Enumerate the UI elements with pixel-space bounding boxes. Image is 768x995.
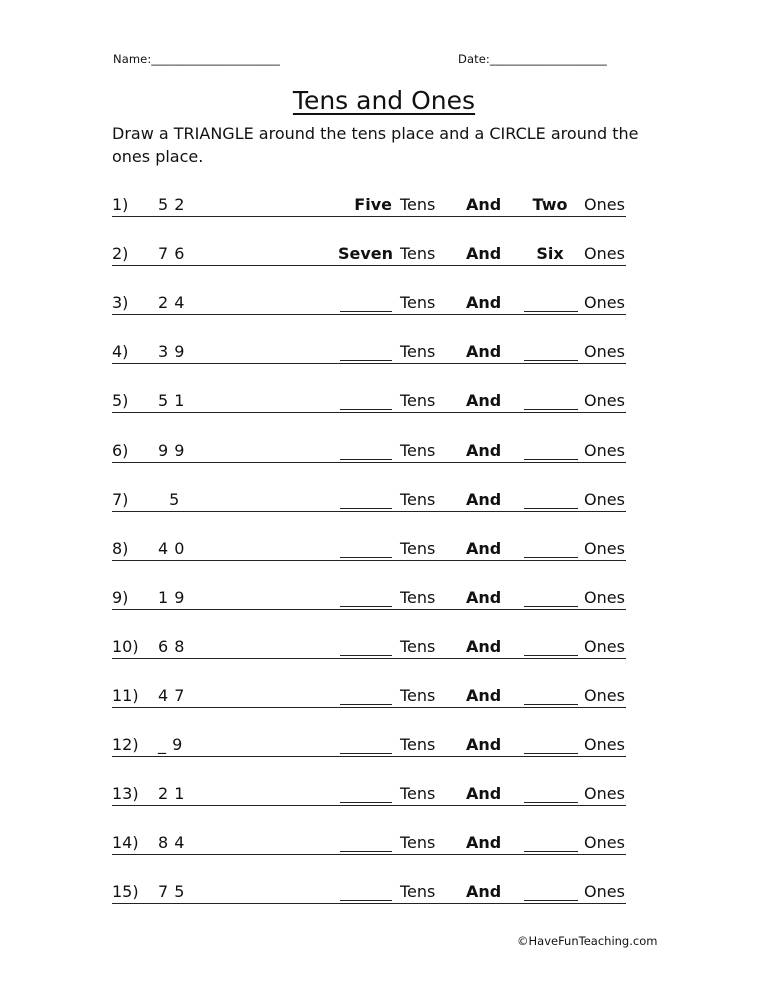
ones-answer-blank[interactable]: [524, 409, 578, 410]
tens-label: Tens: [400, 293, 436, 313]
tens-answer: Five: [354, 195, 392, 214]
problem-number: 6): [112, 440, 129, 460]
row-underline: [112, 805, 626, 806]
tens-answer-blank[interactable]: [340, 655, 392, 656]
row-underline: [112, 363, 626, 364]
ones-answer: Six: [536, 244, 564, 264]
problem-row: [112, 539, 626, 563]
tens-label: Tens: [400, 735, 436, 755]
ones-answer-blank[interactable]: [524, 704, 578, 705]
and-label: And: [466, 342, 502, 362]
ones-label: Ones: [584, 391, 625, 411]
ones-answer-blank[interactable]: [524, 655, 578, 656]
ones-answer-blank[interactable]: [524, 557, 578, 558]
problem-row: [112, 833, 626, 857]
row-underline: [112, 265, 626, 266]
problem-number: 9): [112, 587, 129, 607]
row-underline: [112, 412, 626, 413]
tens-answer-blank[interactable]: [340, 802, 392, 803]
tens-answer-blank[interactable]: [340, 704, 392, 705]
ones-label: Ones: [584, 293, 625, 313]
tens-answer-blank[interactable]: [340, 409, 392, 410]
problem-row: [112, 195, 626, 219]
and-label: And: [466, 587, 502, 607]
and-label: And: [466, 735, 502, 755]
tens-label: Tens: [400, 342, 436, 362]
ones-label: Ones: [584, 784, 625, 804]
problem-row: [112, 637, 626, 661]
and-label: And: [466, 244, 502, 264]
problem-row: [112, 490, 626, 514]
ones-answer-blank[interactable]: [524, 753, 578, 754]
problem-row: [112, 686, 626, 710]
and-label: And: [466, 440, 502, 460]
tens-answer-blank[interactable]: [340, 851, 392, 852]
problem-row: [112, 244, 626, 268]
tens-label: Tens: [400, 636, 436, 656]
problem-value: 5 2: [158, 195, 185, 214]
problem-number: 8): [112, 538, 129, 558]
problem-value: 7 6: [158, 244, 185, 264]
ones-label: Ones: [584, 735, 625, 755]
problem-value: 9 9: [158, 440, 185, 460]
ones-label: Ones: [584, 195, 625, 214]
problem-row: [112, 882, 626, 906]
tens-label: Tens: [400, 882, 436, 902]
ones-answer-blank[interactable]: [524, 508, 578, 509]
ones-label: Ones: [584, 686, 625, 705]
ones-label: Ones: [584, 244, 625, 264]
problem-number: 5): [112, 391, 129, 411]
tens-label: Tens: [400, 489, 436, 509]
problem-value: 7 5: [158, 882, 185, 902]
tens-answer-blank[interactable]: [340, 606, 392, 607]
problem-row: [112, 735, 626, 759]
row-underline: [112, 658, 626, 659]
problem-row: [112, 293, 626, 317]
tens-answer-blank[interactable]: [340, 311, 392, 312]
problem-number: 4): [112, 342, 129, 362]
tens-answer: Seven: [338, 244, 394, 264]
row-underline: [112, 216, 626, 217]
tens-label: Tens: [400, 538, 436, 558]
problem-value: 5: [158, 489, 180, 509]
ones-answer-blank[interactable]: [524, 360, 578, 361]
problem-number: 11): [112, 686, 139, 705]
tens-label: Tens: [400, 833, 436, 853]
ones-label: Ones: [584, 489, 625, 509]
row-underline: [112, 462, 626, 463]
tens-answer-blank[interactable]: [340, 557, 392, 558]
problem-row: [112, 784, 626, 808]
row-underline: [112, 756, 626, 757]
instructions-text: Draw a TRIANGLE around the tens place and a CIRCLE around the ones place.: [112, 124, 639, 166]
and-label: And: [466, 882, 502, 902]
problem-number: 3): [112, 293, 129, 313]
problem-value: 2 1: [158, 784, 185, 804]
problem-value: 4 7: [158, 686, 185, 705]
ones-answer-blank[interactable]: [524, 900, 578, 901]
row-underline: [112, 707, 626, 708]
ones-answer-blank[interactable]: [524, 311, 578, 312]
and-label: And: [466, 686, 502, 705]
row-underline: [112, 314, 626, 315]
tens-label: Tens: [400, 587, 436, 607]
ones-answer-blank[interactable]: [524, 851, 578, 852]
ones-answer-blank[interactable]: [524, 802, 578, 803]
tens-label: Tens: [400, 440, 436, 460]
problem-value: 6 8: [158, 636, 185, 656]
row-underline: [112, 560, 626, 561]
ones-label: Ones: [584, 636, 625, 656]
problem-number: 7): [112, 489, 129, 509]
problem-row: [112, 342, 626, 366]
problem-row: [112, 441, 626, 465]
problem-value: 1 9: [158, 587, 185, 607]
problem-number: 2): [112, 244, 129, 264]
tens-label: Tens: [400, 391, 436, 411]
and-label: And: [466, 195, 502, 214]
tens-answer-blank[interactable]: [340, 459, 392, 460]
name-field-label: Name:______________________: [113, 52, 281, 66]
tens-label: Tens: [400, 195, 436, 214]
ones-label: Ones: [584, 882, 625, 902]
problem-value: 3 9: [158, 342, 185, 362]
problem-row: [112, 391, 626, 415]
problem-value: 5 1: [158, 391, 185, 411]
problem-number: 15): [112, 882, 139, 902]
copyright-footer: ©HaveFunTeaching.com: [517, 934, 658, 948]
problem-number: 13): [112, 784, 139, 804]
problem-number: 1): [112, 195, 129, 214]
row-underline: [112, 609, 626, 610]
problem-value: 8 4: [158, 833, 185, 853]
and-label: And: [466, 636, 502, 656]
and-label: And: [466, 784, 502, 804]
tens-answer-blank[interactable]: [340, 900, 392, 901]
row-underline: [112, 511, 626, 512]
and-label: And: [466, 489, 502, 509]
ones-answer-blank[interactable]: [524, 606, 578, 607]
ones-label: Ones: [584, 342, 625, 362]
and-label: And: [466, 391, 502, 411]
date-field-label: Date:____________________: [458, 52, 607, 66]
and-label: And: [466, 833, 502, 853]
ones-answer-blank[interactable]: [524, 459, 578, 460]
ones-label: Ones: [584, 587, 625, 607]
ones-label: Ones: [584, 833, 625, 853]
problem-number: 14): [112, 833, 139, 853]
ones-label: Ones: [584, 538, 625, 558]
tens-answer-blank[interactable]: [340, 360, 392, 361]
tens-answer-blank[interactable]: [340, 508, 392, 509]
row-underline: [112, 854, 626, 855]
problem-number: 12): [112, 735, 139, 755]
and-label: And: [466, 293, 502, 313]
ones-label: Ones: [584, 440, 625, 460]
problem-value: 2 4: [158, 293, 185, 313]
problem-value: 4 0: [158, 538, 185, 558]
problem-number: 10): [112, 636, 139, 656]
tens-label: Tens: [400, 244, 436, 264]
page-title: Tens and Ones: [292, 86, 476, 115]
tens-label: Tens: [400, 686, 436, 705]
tens-answer-blank[interactable]: [340, 753, 392, 754]
problem-row: [112, 588, 626, 612]
and-label: And: [466, 538, 502, 558]
tens-label: Tens: [400, 784, 436, 804]
ones-answer: Two: [532, 195, 568, 214]
row-underline: [112, 903, 626, 904]
problem-value: _ 9: [158, 735, 183, 755]
